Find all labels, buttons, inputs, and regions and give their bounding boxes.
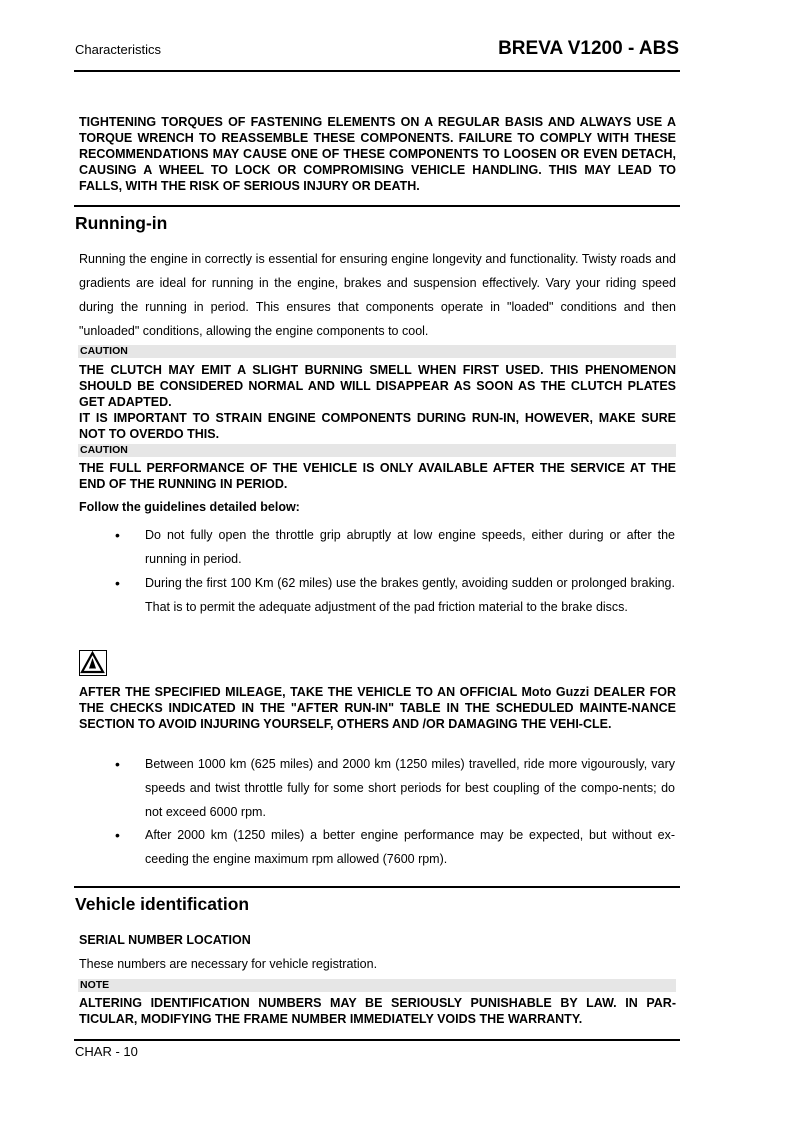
bullet-icon: • xyxy=(115,575,120,591)
serial-number-heading: SERIAL NUMBER LOCATION xyxy=(79,933,251,947)
note-text: ALTERING IDENTIFICATION NUMBERS MAY BE SERIOUSLY PUNISHABLE BY LAW. IN PAR-TICULAR, MODIFYING THE FRAME NUMBER IMMEDIATELY VOIDS THE WARRANTY. xyxy=(79,996,676,1026)
caution-label-2: CAUTION xyxy=(78,444,676,457)
registration-text: These numbers are necessary for vehicle registration. xyxy=(79,957,378,971)
page-number: CHAR - 10 xyxy=(75,1044,138,1059)
section-rule xyxy=(74,886,680,888)
caution-text-2: THE FULL PERFORMANCE OF THE VEHICLE IS ONLY AVAILABLE AFTER THE SERVICE AT THE END OF THE RUNNING IN PERIOD. xyxy=(79,461,676,491)
dealer-warning: AFTER THE SPECIFIED MILEAGE, TAKE THE VEHICLE TO AN OFFICIAL Moto Guzzi DEALER FOR THE CHECKS INDICATED IN THE "AFTER RUN-IN" TABLE IN THE SCHEDULED MAINTE-NANCE SECTION TO AVOID INJURING YOURSELF, OTHERS AND /OR DAMAGING THE VEHI-CLE. xyxy=(79,685,676,731)
running-in-intro: Running the engine in correctly is essential for ensuring engine longevity and functionality. Twisty roads and gradients are ideal for running in the engine, brakes and suspension effectively. Vary your riding speed during the running in period. This ensures that components operate in "loaded" conditions and then "unloaded" conditions, allowing the engine components to cool. xyxy=(79,252,676,338)
caution-text-1b: IT IS IMPORTANT TO STRAIN ENGINE COMPONENTS DURING RUN-IN, HOWEVER, MAKE SURE NOT TO OVERDO THIS. xyxy=(79,411,676,441)
section-title-vehicle-identification: Vehicle identification xyxy=(75,894,250,914)
torque-warning: TIGHTENING TORQUES OF FASTENING ELEMENTS ON A REGULAR BASIS AND ALWAYS USE A TORQUE WRENCH TO REASSEMBLE THESE COMPONENTS. FAILURE TO COMPLY WITH THESE RECOMMENDATIONS MAY CAUSE ONE OF THESE COMPONENTS TO LOOSEN OR EVEN DETACH, CAUSING A WHEEL TO LOCK OR COMPROMISING VEHICLE HANDLING. THIS MAY LEAD TO FALLS, WITH THE RISK OF SERIOUS INJURY OR DEATH. xyxy=(79,115,676,193)
section-rule xyxy=(74,205,680,207)
caution-label-1: CAUTION xyxy=(78,345,676,358)
warning-triangle-icon xyxy=(79,650,107,676)
bullet-icon: • xyxy=(115,756,120,772)
footer-rule xyxy=(74,1039,680,1041)
header-model-title: BREVA V1200 - ABS xyxy=(498,38,679,59)
section-title-running-in: Running-in xyxy=(75,213,168,233)
bullet-icon: • xyxy=(115,827,120,843)
bullet-icon: • xyxy=(115,527,120,543)
caution-text-1a: THE CLUTCH MAY EMIT A SLIGHT BURNING SMELL WHEN FIRST USED. THIS PHENOMENON SHOULD BE CONSIDERED NORMAL AND WILL DISAPPEAR AS SOON AS THE CLUTCH PLATES GET ADAPTED. xyxy=(79,363,676,409)
header-rule xyxy=(74,70,680,72)
guidelines-heading: Follow the guidelines detailed below: xyxy=(79,500,300,514)
list-item: Between 1000 km (625 miles) and 2000 km (1250 miles) travelled, ride more vigourously, vary speeds and twist throttle fully for some short periods for best coupling of the compo-nents; do not exceed 6000 rpm. xyxy=(145,757,675,819)
list-item: During the first 100 Km (62 miles) use the brakes gently, avoiding sudden or prolonged braking. That is to permit the adequate adjustment of the pad friction material to the brake discs. xyxy=(145,576,675,614)
list-item: After 2000 km (1250 miles) a better engine performance may be expected, but without ex-ceeding the engine maximum rpm allowed (7600 rpm). xyxy=(145,828,675,866)
note-label: NOTE xyxy=(78,979,676,992)
header-section: Characteristics xyxy=(75,42,161,57)
list-item: Do not fully open the throttle grip abruptly at low engine speeds, either during or after the running in period. xyxy=(145,528,675,566)
